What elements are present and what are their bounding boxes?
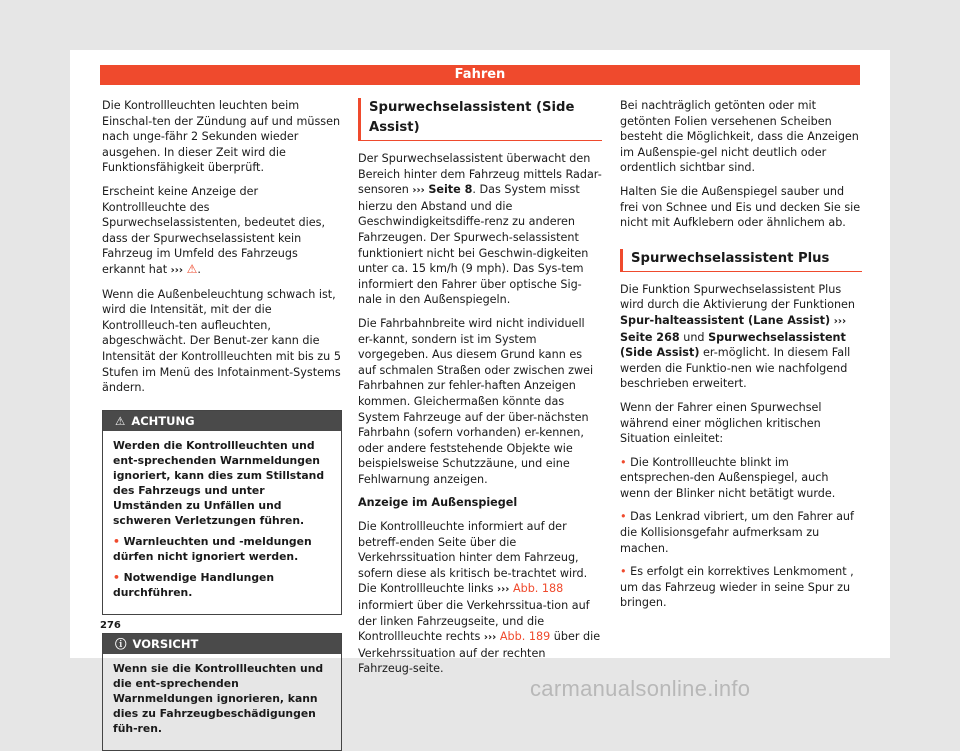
column-left bbox=[102, 98, 342, 751]
column-middle bbox=[358, 98, 602, 685]
list-item: • Die Kontrollleuchte blinkt im entsprechen-den Außenspiegel, auch wenn der Blinker nicht betätigt wurde. bbox=[620, 455, 836, 500]
reference-arrows: ››› bbox=[412, 185, 425, 197]
reference-arrows: ››› bbox=[497, 584, 510, 596]
paragraph: Der Spurwechselassistent überwacht den Bereich hinter dem Fahrzeug mittels Radar-sensoren ››› Seite 8. Das System misst hierzu den Abstand und die Geschwindigkeitsdiffe-renz zu anderen Fahrzeugen. Der Spurwech-selassistent funktioniert nicht bei Geschwin-digkeiten unter ca. 15 km/h (9 mph). Das Sys-tem informiert den Fahrer über optische Sig-nale in den Außenspiegeln. bbox=[358, 152, 602, 307]
paragraph: Die Kontrollleuchte informiert auf der betreff-enden Seite über die Verkehrssituation hinter dem Fahrzeug, sofern diese als kritisch be-trachtet wird. Die Kontrollleuchte links ››› Abb. 188 informiert über die Verkehrssitua-tion auf der linken Fahrzeugseite, und die Kontrollleuchte rechts ››› Abb. 189 über die Verkehrssituation auf der rechten Fahrzeug-seite. bbox=[358, 520, 601, 676]
warning-box-body bbox=[103, 431, 341, 614]
bullet-icon: • bbox=[620, 455, 627, 469]
page-number: 276 bbox=[100, 620, 121, 631]
info-circle-icon: ⓘ bbox=[115, 636, 127, 651]
paragraph: Wenn der Fahrer einen Spurwechsel während einer möglichen kritischen Situation einleitet: bbox=[620, 400, 822, 446]
caution-box-body bbox=[103, 654, 341, 750]
reference-arrows: ››› bbox=[170, 264, 184, 276]
list-item: • Es erfolgt ein korrektives Lenkmoment , um das Fahrzeug wieder in seine Spur zu bringen. bbox=[620, 565, 854, 610]
paragraph: Die Fahrbahnbreite wird nicht individuell er-kannt, sondern ist im System vorgegeben. Aus diesem Grund kann es auf schmalen Straßen oder zwischen zwei Fahrbahnen zur fehler-haften Anzeigen kommen. Gleichermaßen könnte das System Fahrzeuge auf der über-nächsten Fahrbahn (sofern vorhanden) er-kennen, oder andere feststehende Objekte wie beispielsweise Schutzzäune, und eine Fehlwarnung anzeigen. bbox=[358, 316, 594, 486]
section-header-bar bbox=[100, 65, 860, 85]
page-reference-link[interactable]: Seite 268 bbox=[620, 330, 680, 344]
section-title: Fahren bbox=[454, 67, 506, 82]
warning-text: Werden die Kontrollleuchten und ent-sprechenden Warnmeldungen ignoriert, kann dies zum Stillstand des Fahrzeugs und unter Umständen zu Unfällen und schweren Verletzungen führen. bbox=[113, 438, 325, 527]
column-right bbox=[620, 98, 862, 619]
section-heading: Spurwechselassistent (Side Assist) bbox=[358, 98, 602, 141]
paragraph: Bei nachträglich getönten oder mit getönten Folien versehenen Scheiben besteht die Möglichkeit, dass die Anzeigen im Außenspie-gel nicht deutlich oder ordentlich sichtbar sind. bbox=[620, 99, 859, 175]
reference-arrows: ››› bbox=[483, 632, 497, 644]
list-item: • Notwendige Handlungen durchführen. bbox=[113, 570, 275, 599]
caution-text: Wenn sie die Kontrollleuchten und die ent-sprechenden Warnmeldungen ignorieren, kann dies zu Fahrzeugbeschädigungen füh-ren. bbox=[113, 661, 324, 735]
warning-box bbox=[102, 410, 342, 615]
figure-reference-link[interactable]: Abb. 189 bbox=[499, 630, 551, 644]
bullet-icon: • bbox=[620, 510, 627, 524]
paragraph: Halten Sie die Außenspiegel sauber und frei von Schnee und Eis und decken Sie sie nicht mit Aufklebern oder ähnlichem ab. bbox=[620, 184, 861, 230]
bullet-icon: • bbox=[113, 570, 120, 584]
paragraph: Die Funktion Spurwechselassistent Plus wird durch die Aktivierung der Funktionen Spur-halteassistent (Lane Assist) ››› Seite 268 und Spurwechselassistent (Side Assist) er-möglicht. In diesem Fall werden die Funktio-nen wie nachfolgend beschrieben erweitert. bbox=[620, 282, 856, 391]
watermark: carmanualsonline.info bbox=[530, 676, 751, 701]
bullet-icon: • bbox=[113, 534, 120, 548]
bullet-icon: • bbox=[620, 565, 627, 579]
list-item: • Das Lenkrad vibriert, um den Fahrer auf die Kollisionsgefahr aufmerksam zu machen. bbox=[620, 510, 854, 555]
section-heading: Spurwechselassistent Plus bbox=[620, 249, 862, 272]
warning-box-header: ⚠ ACHTUNG bbox=[103, 411, 341, 431]
paragraph: Die Kontrollleuchten leuchten beim Einschal-ten der Zündung auf und müssen nach unge-fähr 2 Sekunden wieder ausgehen. In dieser Zeit wird die Funktionsfähigkeit überprüft. bbox=[102, 99, 341, 175]
warning-triangle-icon: ⚠ bbox=[115, 413, 126, 428]
figure-reference-link[interactable]: Abb. 188 bbox=[512, 582, 564, 596]
paragraph: Erscheint keine Anzeige der Kontrollleuchte des Spurwechselassistenten, bedeutet dies, dass der Spurwechselassistent kein Fahrzeug im Umfeld des Fahrzeugs erkannt hat ››› ⚠. bbox=[102, 184, 326, 276]
subheading: Anzeige im Außenspiegel bbox=[358, 496, 518, 510]
caution-box bbox=[102, 633, 342, 751]
warning-triangle-icon[interactable]: ⚠ bbox=[186, 261, 198, 276]
page-reference-link[interactable]: Seite 8 bbox=[428, 183, 473, 197]
list-item: • Warnleuchten und -meldungen dürfen nicht ignoriert werden. bbox=[113, 534, 312, 563]
reference-arrows: ››› bbox=[833, 315, 847, 327]
caution-box-header: ⓘ VORSICHT bbox=[103, 634, 341, 654]
paragraph: Wenn die Außenbeleuchtung schwach ist, wird die Intensität, mit der die Kontrollleuch-ten aufleuchten, abgeschwächt. Der Benut-zer kann die Intensität der Kontrollleuchten mit bis zu 5 Stufen im Menü des Infotainment-Systems ändern. bbox=[102, 287, 341, 395]
